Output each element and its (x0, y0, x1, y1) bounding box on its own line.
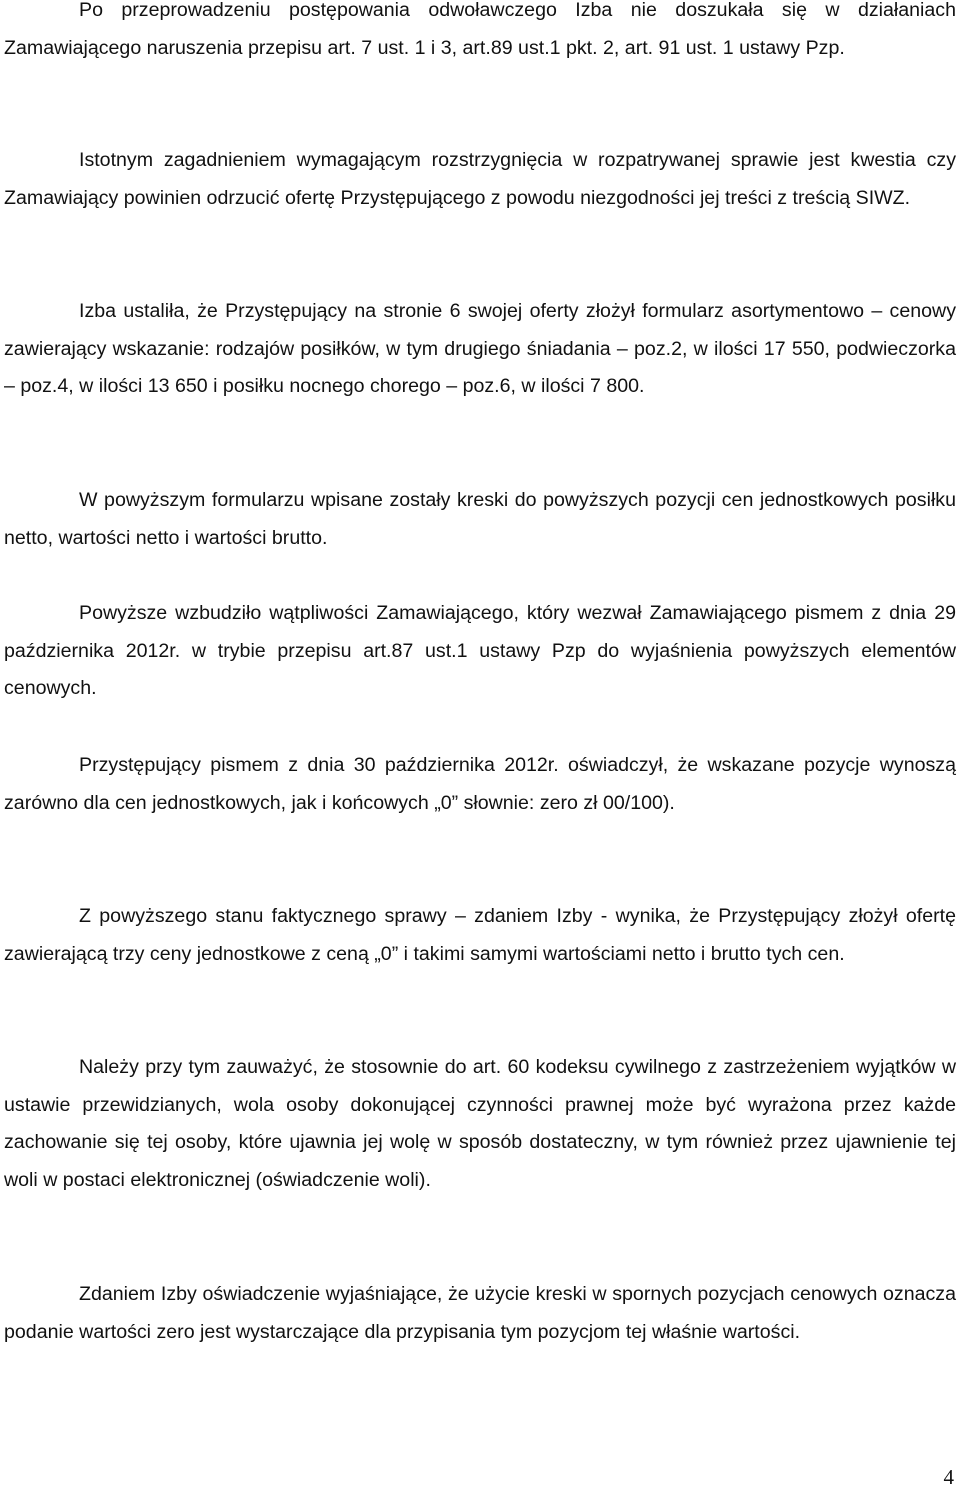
paragraph-form-dashes: W powyższym formularzu wpisane zostały kreski do powyższych pozycji cen jednostkowych posiłku netto, wartości netto i wartości brutto. (4, 489, 956, 549)
paragraph-factual-state: Z powyższego stanu faktycznego sprawy – zdaniem Izby - wynika, że Przystępujący złożył ofertę zawierającą trzy ceny jednostkowe z ceną „0” i takimi samymi wartościami netto i brutto tych cen. (4, 905, 956, 965)
paragraph-key-issue: Istotnym zagadnieniem wymagającym rozstrzygnięcia w rozpatrywanej sprawie jest kwestia czy Zamawiający powinien odrzucić ofertę Przystępującego z powodu niezgodności jej treści z treścią SIWZ. (4, 149, 956, 209)
paragraph-conclusion: Zdaniem Izby oświadczenie wyjaśniające, że użycie kreski w spornych pozycjach cenowych oznacza podanie wartości zero jest wystarczające dla przypisania tym pozycjom tej właśnie wartości. (4, 1283, 956, 1343)
page-number: 4 (943, 1465, 954, 1489)
paragraph-appeal-result: Po przeprowadzeniu postępowania odwoławczego Izba nie doszukała się w działaniach Zamawiającego naruszenia przepisu art. 7 ust. 1 i 3, art.89 ust.1 pkt. 2, art. 91 ust. 1 ustawy Pzp. (4, 0, 956, 59)
paragraph-doubts: Powyższe wzbudziło wątpliwości Zamawiającego, który wezwał Zamawiającego pismem z dnia 29 października 2012r. w trybie przepisu art.87 ust.1 ustawy Pzp do wyjaśnienia powyższych elementów cenowych. (4, 602, 956, 700)
paragraph-declaration: Przystępujący pismem z dnia 30 października 2012r. oświadczył, że wskazane pozycje wynoszą zarówno dla cen jednostkowych, jak i końcowych „0” słownie: zero zł 00/100). (4, 754, 956, 814)
paragraph-civil-code: Należy przy tym zauważyć, że stosownie do art. 60 kodeksu cywilnego z zastrzeżeniem wyjątków w ustawie przewidzianych, wola osoby dokonującej czynności prawnej może być wyrażona przez każde zachowanie się tej osoby, które ujawnia jej wolę w sposób dostateczny, w tym również przez ujawnienie tej woli w postaci elektronicznej (oświadczenie woli). (4, 1056, 956, 1191)
paragraph-chamber-findings: Izba ustaliła, że Przystępujący na stronie 6 swojej oferty złożył formularz asortymentowo – cenowy zawierający wskazanie: rodzajów posiłków, w tym drugiego śniadania – poz.2, w ilości 17 550, podwieczorka – poz.4, w ilości 13 650 i posiłku nocnego chorego – poz.6, w ilości 7 800. (4, 300, 956, 398)
